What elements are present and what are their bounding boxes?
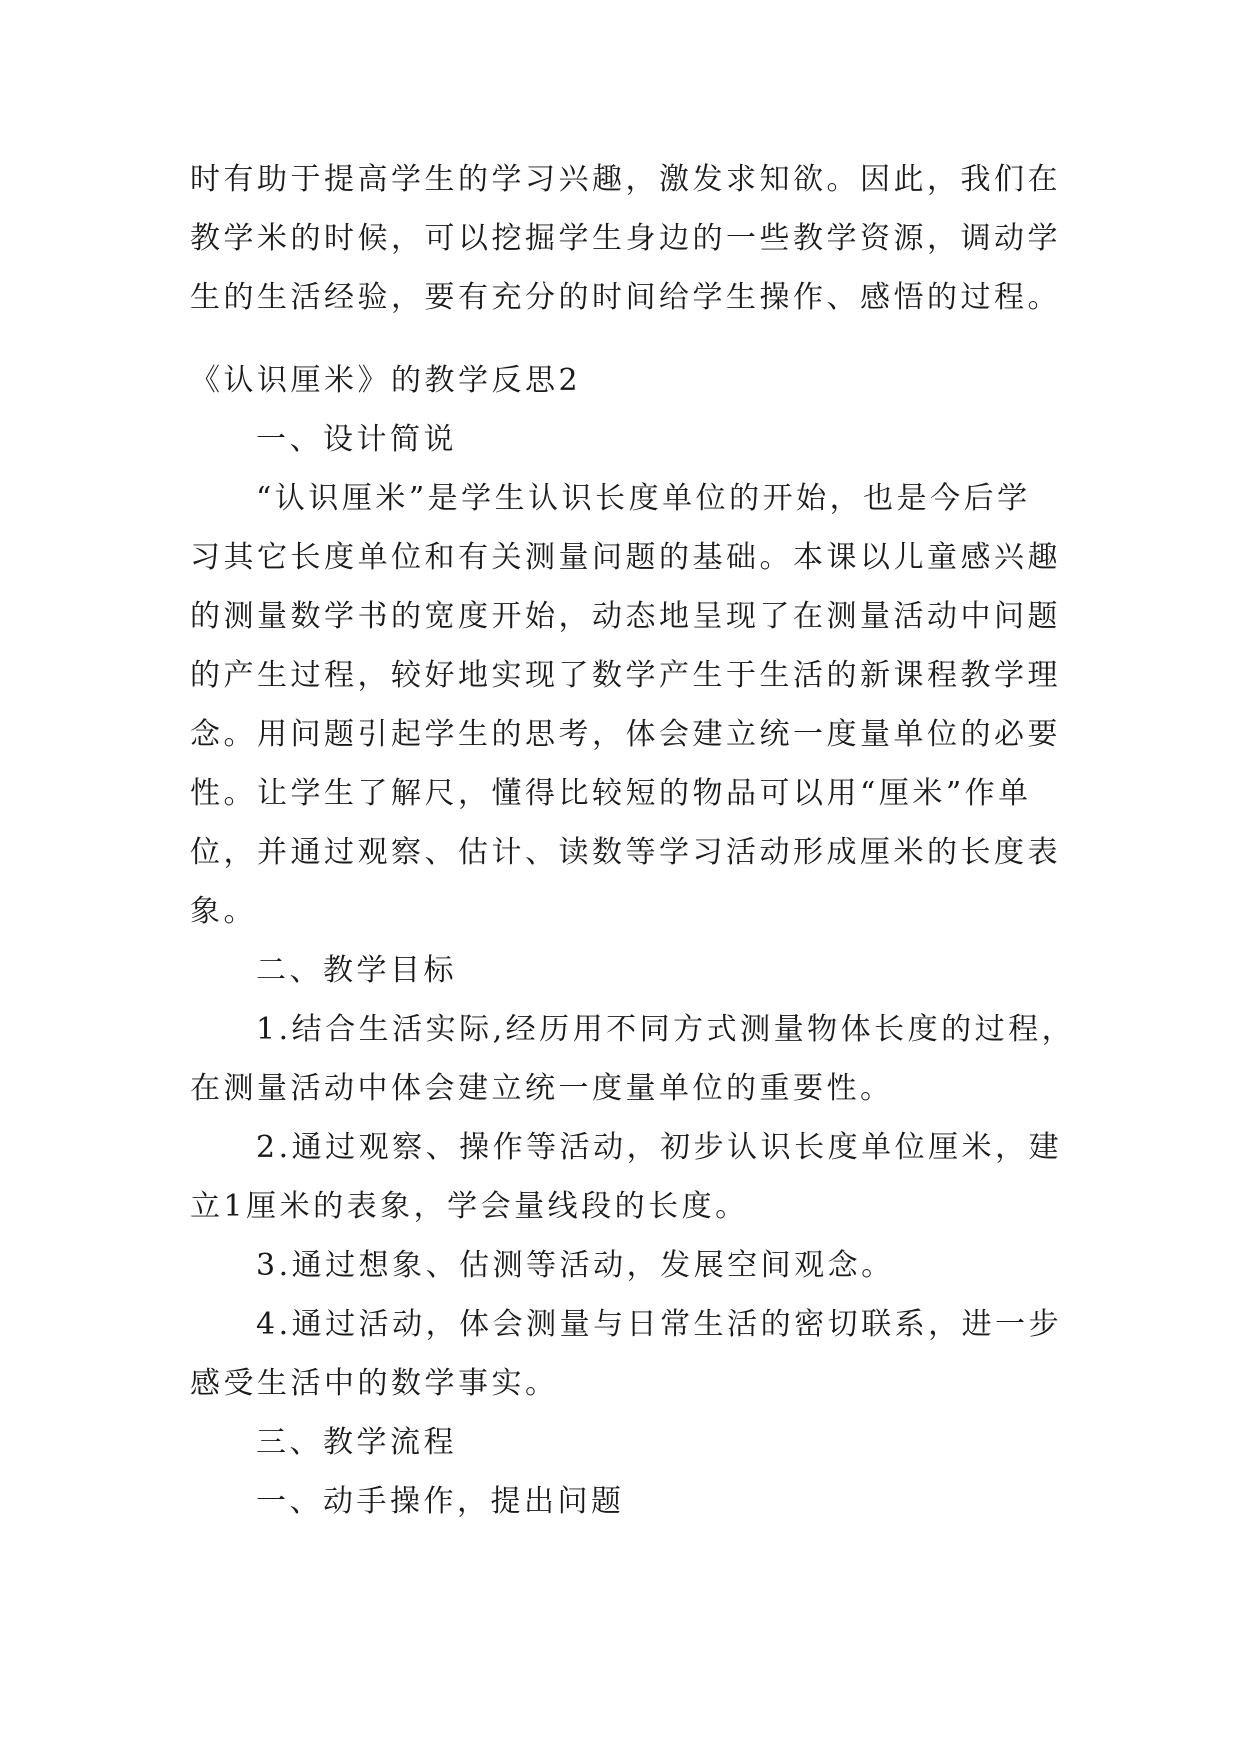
- text-line: “认识厘米”是学生认识长度单位的开始，也是今后学: [256, 481, 1031, 516]
- paragraph-continuation: [190, 150, 1060, 327]
- text-line: 生的生活经验，要有充分的时间给学生操作、感悟的过程。: [190, 280, 1061, 315]
- goal-item-2: 2.通过观察、操作等活动，初步认识长度单位厘米，建: [256, 1130, 1063, 1165]
- section-body: [190, 351, 1076, 1531]
- heading-teaching-goals: 二、教学目标: [256, 953, 457, 988]
- text-line: 位，并通过观察、估计、读数等学习活动形成厘米的长度表: [190, 835, 1061, 870]
- goal-item-3: 3.通过想象、估测等活动，发展空间观念。: [256, 1248, 895, 1283]
- text-line: 时有助于提高学生的学习兴趣，激发求知欲。因此，我们在: [190, 162, 1061, 197]
- goal-item-4: 4.通过活动，体会测量与日常生活的密切联系，进一步: [256, 1307, 1063, 1342]
- text-line: 习其它长度单位和有关测量问题的基础。本课以儿童感兴趣: [190, 540, 1061, 575]
- text-line: 的测量数学书的宽度开始，动态地呈现了在测量活动中问题: [190, 599, 1061, 634]
- text-line: 在测量活动中体会建立统一度量单位的重要性。: [190, 1071, 894, 1106]
- text-line: 的产生过程，较好地实现了数学产生于生活的新课程教学理: [190, 658, 1061, 693]
- goal-item-1: 1.结合生活实际,经历用不同方式测量物体长度的过程，: [256, 1012, 1076, 1047]
- heading-teaching-flow: 三、教学流程: [256, 1425, 457, 1460]
- heading-design-summary: 一、设计简说: [256, 422, 457, 457]
- text-line: 教学米的时候，可以挖掘学生身边的一些教学资源，调动学: [190, 221, 1061, 256]
- text-line: 立1厘米的表象，学会量线段的长度。: [190, 1189, 749, 1224]
- heading-hands-on: 一、动手操作，提出问题: [256, 1484, 625, 1519]
- text-line: 象。: [190, 894, 257, 929]
- section-title: 《认识厘米》的教学反思2: [190, 363, 582, 398]
- text-line: 感受生活中的数学事实。: [190, 1366, 559, 1401]
- text-line: 性。让学生了解尺，懂得比较短的物品可以用“厘米”作单: [190, 776, 1032, 811]
- text-line: 念。用问题引起学生的思考，体会建立统一度量单位的必要: [190, 717, 1061, 752]
